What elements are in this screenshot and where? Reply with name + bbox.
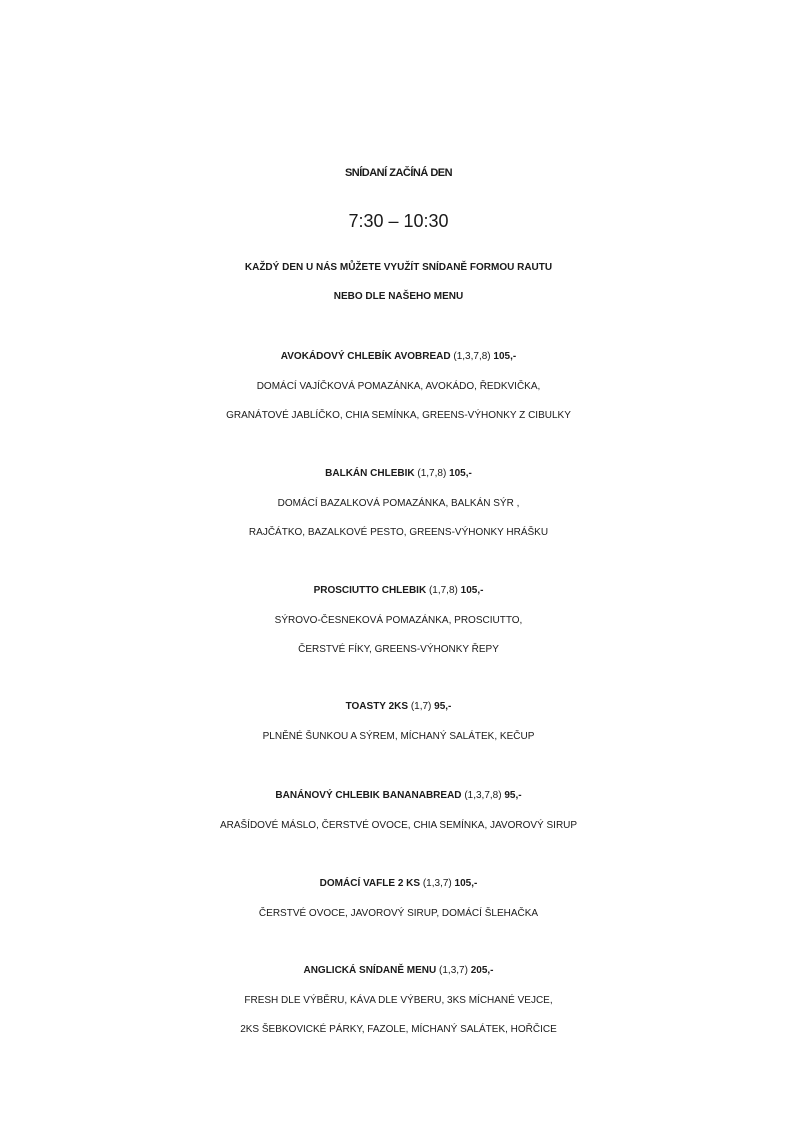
subtitle-line-1: KAŽDÝ DEN U NÁS MŮŽETE VYUŽÍT SNÍDANĚ FORMOU RAUTU bbox=[244, 262, 553, 273]
menu-item-waffles bbox=[0, 869, 797, 928]
menu-item-allergens: (1,7) bbox=[410, 701, 432, 712]
description-line: FRESH DLE VÝBĚRU, KÁVA DLE VÝBERU, 3KS MÍCHANÉ VEJCE, bbox=[244, 995, 553, 1006]
menu-item-name: PROSCIUTTO CHLEBIK bbox=[313, 585, 427, 596]
description-line: ARAŠÍDOVÉ MÁSLO, ČERSTVÉ OVOCE, CHIA SEMÍNKA, JAVOROVÝ SIRUP bbox=[219, 820, 578, 831]
description-line: ČERSTVÉ OVOCE, JAVOROVÝ SIRUP, DOMÁCÍ ŠLEHAČKA bbox=[258, 908, 539, 919]
menu-item-description bbox=[0, 811, 797, 840]
description-line: RAJČÁTKO, BAZALKOVÉ PESTO, GREENS-VÝHONKY HRÁŠKU bbox=[248, 527, 549, 538]
description-line: 2KS ŠEBKOVICKÉ PÁRKY, FAZOLE, MÍCHANÝ SALÁTEK, HOŘČICE bbox=[240, 1024, 557, 1035]
menu-item-name: BANÁNOVÝ CHLEBIK BANANABREAD bbox=[275, 790, 462, 801]
menu-item-price: 205,- bbox=[470, 965, 494, 976]
menu-item-description bbox=[0, 489, 797, 547]
menu-item-price: 95,- bbox=[434, 701, 452, 712]
menu-item-name: BALKÁN CHLEBIK bbox=[325, 468, 415, 479]
menu-item-prosciutto-bread bbox=[0, 576, 797, 664]
description-line: PLNĚNÉ ŠUNKOU A SÝREM, MÍCHANÝ SALÁTEK, KEČUP bbox=[262, 731, 535, 742]
menu-item-price: 95,- bbox=[504, 790, 522, 801]
menu-item-price: 105,- bbox=[449, 468, 472, 479]
menu-item-banana-bread bbox=[0, 781, 797, 840]
menu-item-description bbox=[0, 722, 797, 751]
menu-item-allergens: (1,3,7) bbox=[422, 878, 452, 889]
menu-item-heading bbox=[0, 342, 797, 372]
menu-item-allergens: (1,7,8) bbox=[417, 468, 447, 479]
menu-item-allergens: (1,3,7,8) bbox=[464, 790, 502, 801]
menu-item-allergens: (1,7,8) bbox=[428, 585, 458, 596]
menu-item-heading bbox=[0, 781, 797, 811]
menu-item-heading bbox=[0, 692, 797, 722]
menu-item-name: TOASTY 2KS bbox=[345, 701, 409, 712]
menu-item-description bbox=[0, 899, 797, 928]
menu-item-allergens: (1,3,7) bbox=[439, 965, 468, 976]
menu-item-heading bbox=[0, 956, 797, 986]
menu-item-description bbox=[0, 986, 797, 1044]
menu-title: SNÍDANÍ ZAČÍNÁ DEN bbox=[344, 167, 453, 179]
menu-item-price: 105,- bbox=[460, 585, 484, 596]
menu-item-name: ANGLICKÁ SNÍDANĚ MENU bbox=[303, 965, 437, 976]
description-line: SÝROVO-ČESNEKOVÁ POMAZÁNKA, PROSCIUTTO, bbox=[274, 615, 523, 626]
menu-item-description bbox=[0, 606, 797, 664]
menu-item-allergens: (1,3,7,8) bbox=[453, 351, 491, 362]
description-line: DOMÁCÍ BAZALKOVÁ POMAZÁNKA, BALKÁN SÝR , bbox=[277, 498, 520, 509]
menu-item-english-breakfast bbox=[0, 956, 797, 1044]
description-line: DOMÁCÍ VAJÍČKOVÁ POMAZÁNKA, AVOKÁDO, ŘEDKVIČKA, bbox=[256, 381, 541, 392]
menu-item-description bbox=[0, 372, 797, 430]
menu-subtitle bbox=[0, 253, 797, 311]
description-line: GRANÁTOVÉ JABLÍČKO, CHIA SEMÍNKA, GREENS-VÝHONKY Z CIBULKY bbox=[226, 410, 571, 421]
description-line: ČERSTVÉ FÍKY, GREENS-VÝHONKY ŘEPY bbox=[298, 644, 499, 655]
menu-item-name: AVOKÁDOVÝ CHLEBÍK AVOBREAD bbox=[280, 351, 451, 362]
menu-item-heading bbox=[0, 459, 797, 489]
menu-item-heading bbox=[0, 869, 797, 899]
menu-item-name: DOMÁCÍ VAFLE 2 KS bbox=[319, 878, 421, 889]
menu-item-balkan-bread bbox=[0, 459, 797, 547]
menu-item-avocado-bread bbox=[0, 342, 797, 430]
subtitle-line-2: NEBO DLE NAŠEHO MENU bbox=[333, 291, 464, 302]
menu-item-heading bbox=[0, 576, 797, 606]
menu-item-toasts bbox=[0, 692, 797, 751]
menu-item-price: 105,- bbox=[493, 351, 517, 362]
serving-hours: 7:30 – 10:30 bbox=[348, 211, 449, 231]
menu-item-price: 105,- bbox=[454, 878, 478, 889]
